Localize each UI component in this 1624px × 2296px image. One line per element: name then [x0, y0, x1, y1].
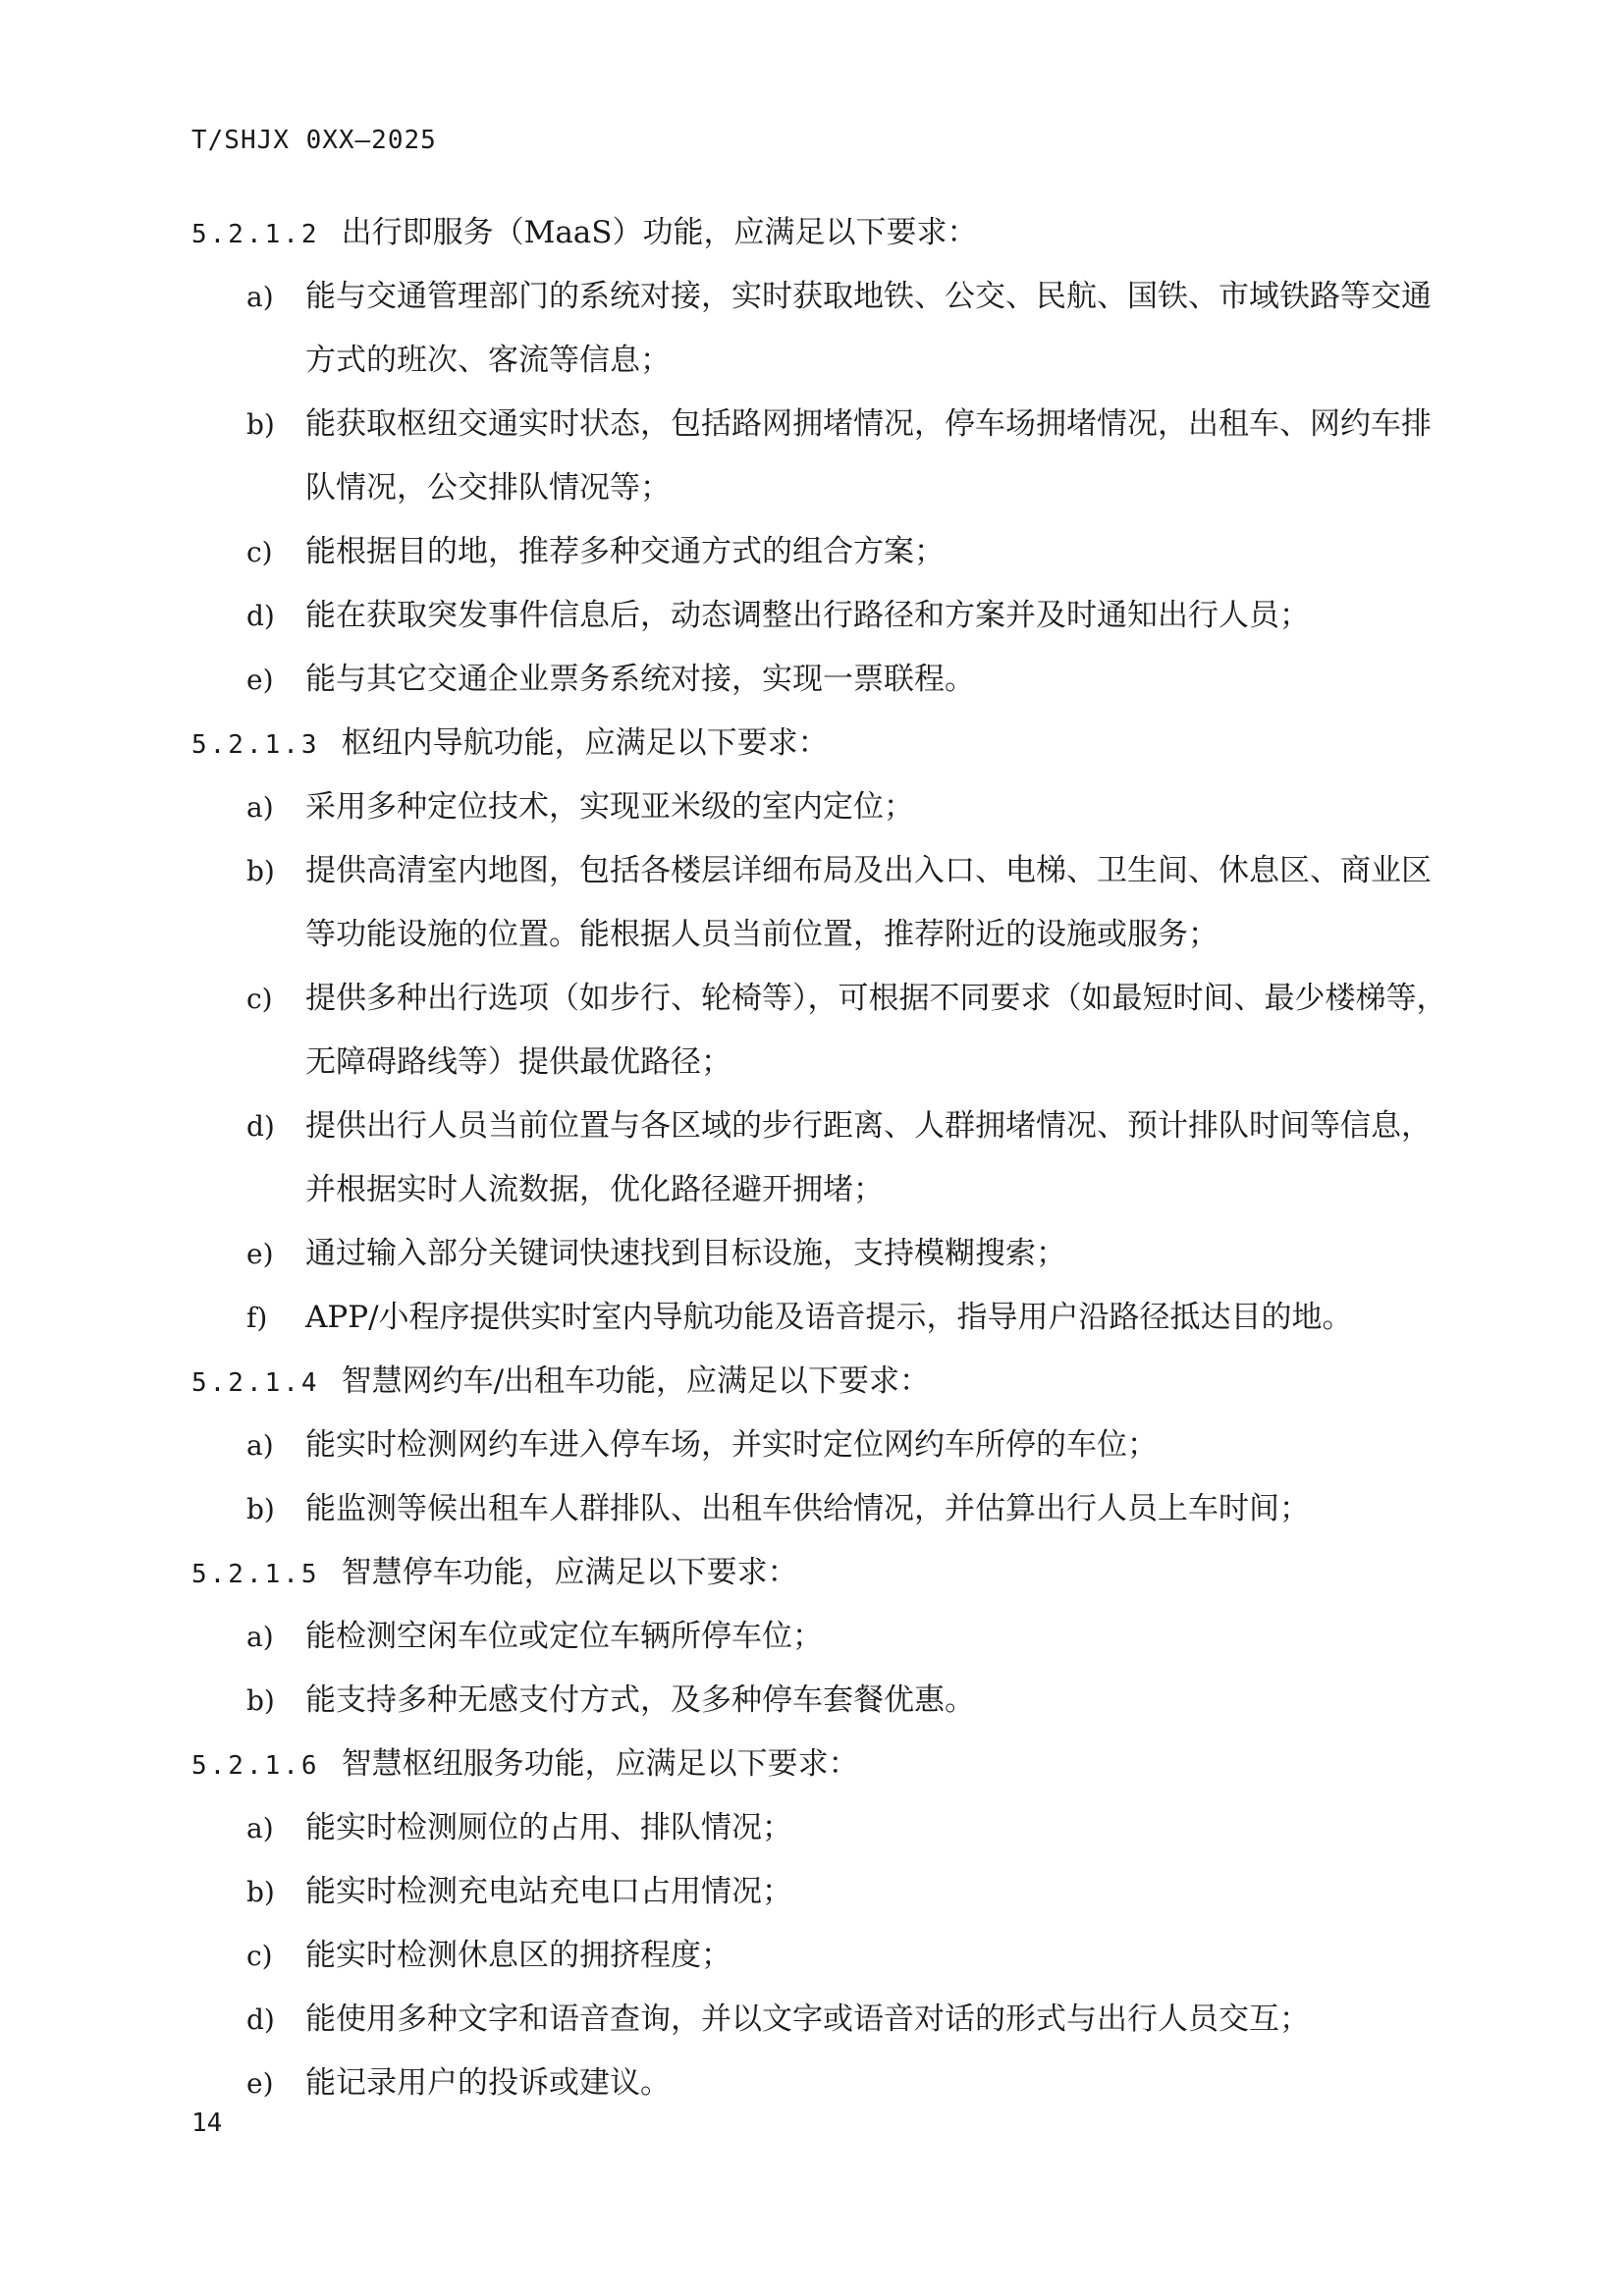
list-item [191, 1477, 1458, 1541]
list-item [191, 775, 1458, 839]
clause-5-2-1-6 [191, 1733, 1458, 2115]
item-label: d) [246, 2003, 275, 2036]
item-text: 提供出行人员当前位置与各区域的步行距离、人群拥堵情况、预计排队时间等信息，并根据实时人流数据，优化路径避开拥堵； [305, 1108, 1432, 1207]
list-item [191, 1414, 1458, 1477]
clause-title: 枢纽内导航功能，应满足以下要求： [341, 725, 829, 761]
item-text: 能记录用户的投诉或建议。 [305, 2065, 671, 2101]
clause-5-2-1-5 [191, 1541, 1458, 1733]
item-label: d) [246, 1110, 275, 1143]
item-text: 能在获取突发事件信息后，动态调整出行路径和方案并及时通知出行人员； [305, 598, 1310, 633]
clause-title: 智慧网约车/出租车功能，应满足以下要求： [341, 1363, 931, 1399]
clause-title: 智慧枢纽服务功能，应满足以下要求： [341, 1746, 859, 1782]
list-item [191, 1605, 1458, 1669]
list-item [191, 584, 1458, 648]
item-label: e) [246, 1238, 274, 1270]
list-item [191, 265, 1458, 393]
clause-5-2-1-3 [191, 712, 1458, 1350]
item-label: a) [246, 1812, 274, 1844]
list-item [191, 1222, 1458, 1286]
list-item [191, 1286, 1458, 1350]
item-text: 通过输入部分关键词快速找到目标设施，支持模糊搜索； [305, 1236, 1066, 1271]
item-text: 能实时检测网约车进入停车场，并实时定位网约车所停的车位； [305, 1427, 1158, 1463]
clause-number: 5.2.1.2 [191, 220, 320, 249]
list-item [191, 1796, 1458, 1860]
item-label: c) [246, 1940, 273, 1972]
item-label: d) [246, 600, 275, 632]
list-item [191, 967, 1458, 1095]
list-item [191, 520, 1458, 584]
list-item [191, 839, 1458, 967]
item-text: 能实时检测休息区的拥挤程度； [305, 1938, 731, 1973]
clause-5-2-1-2 [191, 201, 1458, 712]
item-text: 提供高清室内地图，包括各楼层详细布局及出入口、电梯、卫生间、休息区、商业区等功能设施的位置。能根据人员当前位置，推荐附近的设施或服务； [305, 853, 1432, 952]
item-text: 能实时检测充电站充电口占用情况； [305, 1874, 792, 1909]
item-label: b) [246, 855, 275, 887]
clause-number: 5.2.1.3 [191, 730, 320, 760]
clause-number: 5.2.1.4 [191, 1368, 320, 1398]
clause-heading [191, 1733, 1458, 1796]
item-label: a) [246, 1621, 274, 1653]
clause-heading [191, 712, 1458, 775]
item-text: 能使用多种文字和语音查询，并以文字或语音对话的形式与出行人员交互； [305, 2002, 1310, 2037]
item-text: 提供多种出行选项（如步行、轮椅等），可根据不同要求（如最短时间、最少楼梯等，无障碍路线等）提供最优路径； [305, 981, 1447, 1080]
item-label: e) [246, 2067, 274, 2100]
item-text: 能实时检测厕位的占用、排队情况； [305, 1810, 792, 1845]
list-item [191, 1988, 1458, 2052]
item-label: b) [246, 1876, 275, 1908]
clause-heading [191, 1541, 1458, 1605]
item-text: 能获取枢纽交通实时状态，包括路网拥堵情况，停车场拥堵情况，出租车、网约车排队情况，公交排队情况等； [305, 406, 1432, 506]
clause-5-2-1-4 [191, 1350, 1458, 1541]
list-item [191, 648, 1458, 712]
item-text: APP/小程序提供实时室内导航功能及语音提示，指导用户沿路径抵达目的地。 [305, 1300, 1353, 1335]
clause-heading [191, 1350, 1458, 1414]
list-item [191, 1095, 1458, 1222]
item-label: e) [246, 664, 274, 696]
document-code: T/SHJX 0XX—2025 [191, 126, 437, 155]
clause-title: 智慧停车功能，应满足以下要求： [341, 1555, 798, 1590]
list-item [191, 393, 1458, 520]
item-label: a) [246, 281, 274, 313]
item-label: b) [246, 1493, 275, 1525]
clause-number: 5.2.1.6 [191, 1751, 320, 1781]
item-text: 能根据目的地，推荐多种交通方式的组合方案； [305, 534, 945, 569]
list-item [191, 1669, 1458, 1733]
item-label: b) [246, 1684, 275, 1717]
item-text: 能检测空闲车位或定位车辆所停车位； [305, 1619, 823, 1654]
list-item [191, 1860, 1458, 1924]
item-text: 能支持多种无感支付方式，及多种停车套餐优惠。 [305, 1682, 975, 1718]
item-text: 采用多种定位技术，实现亚米级的室内定位； [305, 789, 914, 825]
page-number: 14 [191, 2109, 223, 2138]
document-body [191, 201, 1458, 2115]
item-label: f) [246, 1302, 268, 1334]
item-text: 能监测等候出租车人群排队、出租车供给情况，并估算出行人员上车时间； [305, 1491, 1310, 1526]
clause-heading [191, 201, 1458, 265]
item-text: 能与交通管理部门的系统对接，实时获取地铁、公交、民航、国铁、市域铁路等交通方式的班次、客流等信息； [305, 279, 1432, 378]
item-label: a) [246, 1429, 274, 1462]
clause-title: 出行即服务（MaaS）功能，应满足以下要求： [341, 215, 978, 250]
item-label: c) [246, 536, 273, 568]
item-label: b) [246, 408, 275, 441]
list-item [191, 1924, 1458, 1988]
item-label: c) [246, 983, 273, 1015]
clause-number: 5.2.1.5 [191, 1560, 320, 1589]
item-label: a) [246, 791, 274, 824]
list-item [191, 2052, 1458, 2115]
item-text: 能与其它交通企业票务系统对接，实现一票联程。 [305, 662, 975, 697]
